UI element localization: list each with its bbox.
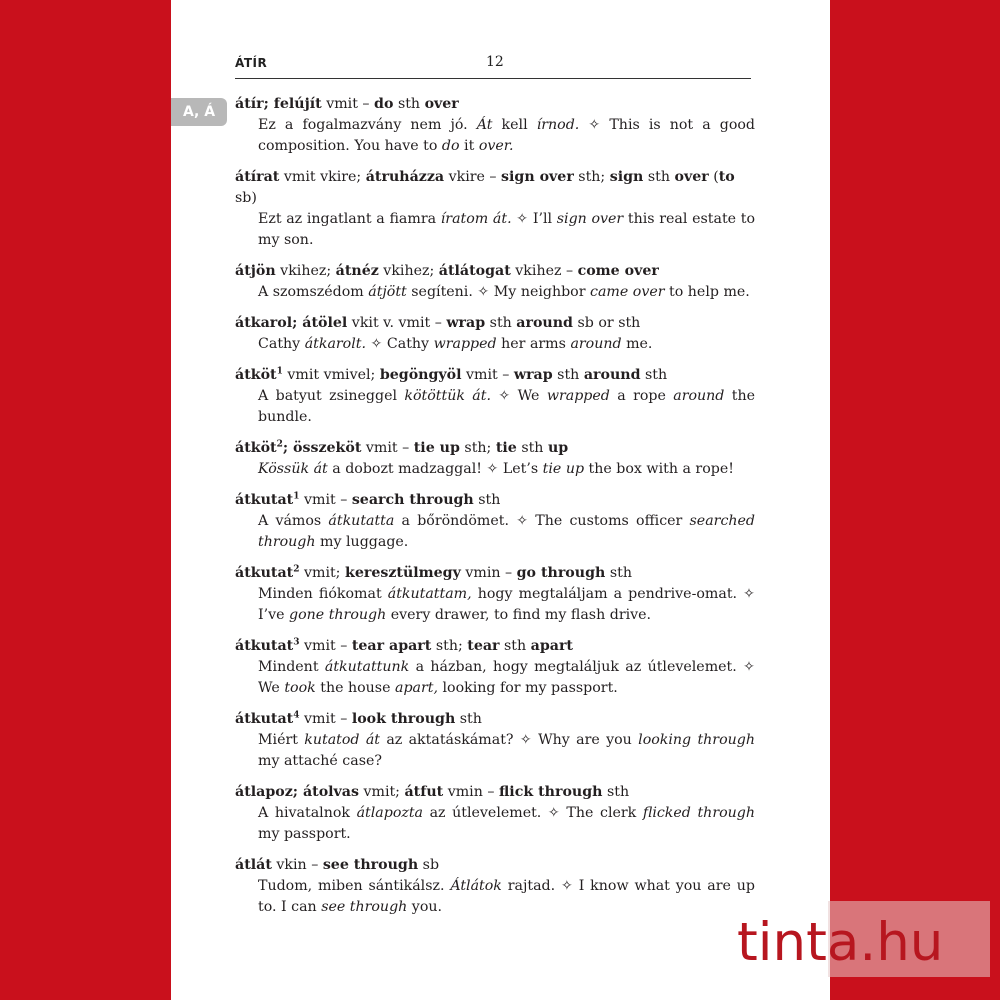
entry-example: Minden fiókomat átkutattam, hogy megtaláljam a pendrive-omat. ✧ I’ve gone through every drawer, to find my flash drive. — [258, 586, 756, 623]
entry-head: átlát vkin – see through sb — [235, 857, 440, 873]
entry-list — [235, 94, 755, 928]
entry-example: A szomszédom átjött segíteni. ✧ My neighbor came over to help me. — [258, 284, 750, 300]
entry-head: átír; felújít vmit – do sth over — [235, 96, 459, 112]
entry — [235, 782, 755, 845]
entry-example: Tudom, miben sántikálsz. Átlátok rajtad. ✧ I know what you are up to. I can see through you. — [258, 878, 755, 915]
letter-thumb-tab[interactable]: A, Á — [171, 98, 227, 126]
entry-example: A batyut zsineggel kötöttük át. ✧ We wrapped a rope around the bundle. — [258, 388, 756, 425]
entry — [235, 365, 755, 428]
entry — [235, 636, 755, 699]
entry — [235, 438, 755, 480]
entry-example: Miért kutatod át az aktatáskámat? ✧ Why are you looking through my attaché case? — [258, 732, 755, 769]
page-number: 12 — [486, 54, 504, 70]
entry-example: Mindent átkutattunk a házban, hogy megtaláljuk az útlevelemet. ✧ We took the house apart, looking for my passport. — [258, 659, 755, 696]
entry — [235, 261, 755, 303]
entry — [235, 94, 755, 157]
entry-head: átkutat$^2$ vmit; keresztülmegy vmin – go through sth — [235, 564, 632, 581]
entry — [235, 563, 755, 626]
entry-head: átírat vmit vkire; átruházza vkire – sign over sth; sign sth over (to sb) — [235, 169, 735, 206]
entry-head: átjön vkihez; átnéz vkihez; átlátogat vkihez – come over — [235, 263, 659, 279]
entry-example: A hivatalnok átlapozta az útlevelemet. ✧ The clerk flicked through my passport. — [258, 805, 755, 842]
entry — [235, 313, 755, 355]
watermark-logo: tinta.hu — [737, 912, 944, 973]
entry-head: átkutat$^3$ vmit – tear apart sth; tear sth apart — [235, 637, 573, 654]
dictionary-page — [171, 0, 830, 1000]
entry-head: átkarol; átölel vkit v. vmit – wrap sth around sb or sth — [235, 315, 641, 331]
entry-example: Kössük át a dobozt madzaggal! ✧ Let’s tie up the box with a rope! — [258, 461, 734, 477]
entry-head: átköt$^1$ vmit vmivel; begöngyöl vmit – wrap sth around sth — [235, 366, 668, 383]
entry — [235, 490, 755, 553]
running-header — [235, 54, 751, 79]
entry-example: Cathy átkarolt. ✧ Cathy wrapped her arms around me. — [258, 336, 653, 352]
entry — [235, 709, 755, 772]
entry-example: Ezt az ingatlant a fiamra íratom át. ✧ I’ll sign over this real estate to my son. — [258, 211, 755, 248]
entry — [235, 855, 755, 918]
entry — [235, 167, 755, 251]
entry-head: átlapoz; átolvas vmit; átfut vmin – flick through sth — [235, 784, 630, 800]
entry-example: A vámos átkutatta a bőröndömet. ✧ The customs officer searched through my luggage. — [258, 513, 756, 550]
entry-head: átkutat$^1$ vmit – search through sth — [235, 491, 501, 508]
entry-head: átköt$^2$; összeköt vmit – tie up sth; tie sth up — [235, 439, 569, 456]
header-guide-word: ÁTÍR — [235, 56, 268, 70]
entry-head: átkutat$^4$ vmit – look through sth — [235, 710, 482, 727]
entry-example: Ez a fogalmazvány nem jó. Át kell írnod. ✧ This is not a good composition. You have to do it over. — [258, 117, 755, 154]
